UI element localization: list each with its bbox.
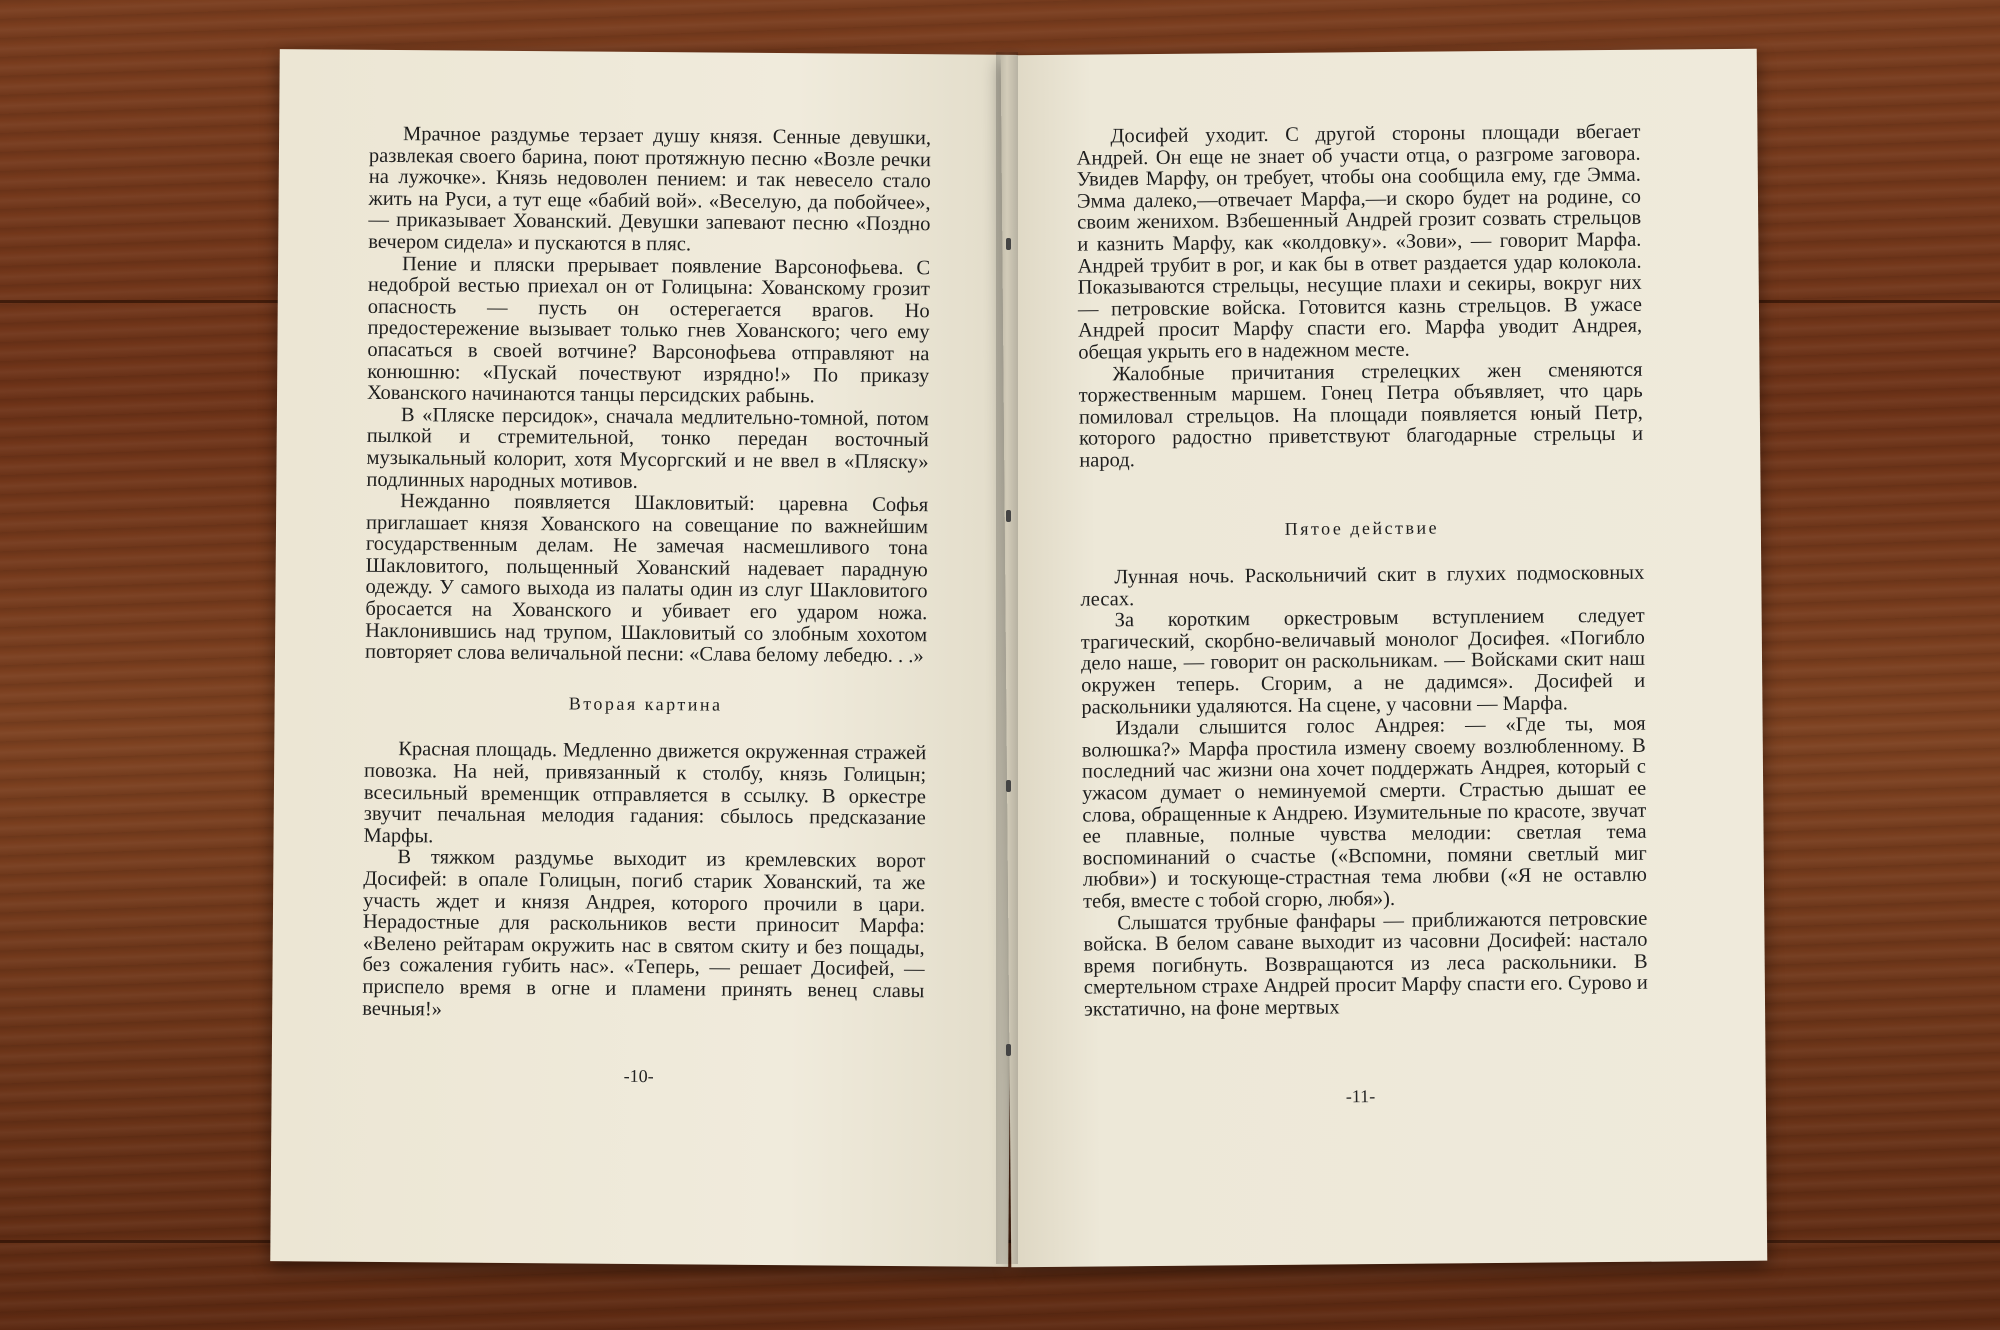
- paragraph: Нежданно появляется Шакловитый: царевна Софья приглашает князя Хованского на совещание по важнейшим государственным делам. Не замечая насмешливого тона Шакловитого, польщенный Хованский надевает парадную одежду. У самого выхода из палаты один из слуг Шакловитого бросается на Хованского и убивает его ударом ножа. Наклонившись над трупом, Шакловитый со злобным хохотом повторяет слова величальной песни: «Слава белому лебедю. . .»: [364, 490, 929, 668]
- paragraph: Лунная ночь. Раскольничий скит в глухих подмосковных лесах.: [1080, 561, 1645, 611]
- paragraph: Слышатся трубные фанфары — приближаются петровские войска. В белом саване выходит из часовни Досифей: настало время погибнуть. Возвращаются из леса раскольники. В смертельном страхе Андрей просит Марфу спасти его. Сурово и экстатично, на фоне мертвых: [1083, 907, 1648, 1021]
- paragraph: Пение и пляски прерывает появление Варсонофьева. С недоброй вестью приехал он от Голицына: Хованскому грозит опасность — пусть он остерегается врагов. Но предостережение вызывает только гнев Хованского; чего ему опасаться в своей вотчине? Варсонофьева отправляют на конюшню: «Пускай почествуют изрядно!» По приказу Хованского начинаются танцы персидских рабынь.: [366, 252, 931, 408]
- binding-stitch: [1006, 1044, 1011, 1056]
- paragraph: В «Пляске персидок», сначала медлительно-томной, потом пылкой и стремительной, тонко передан восточный музыкальный колорит, хотя Мусоргский и не ввел в «Пляску» подлинных народных мотивов.: [366, 403, 929, 493]
- left-page-text: [362, 124, 931, 1025]
- binding-stitch: [1006, 510, 1011, 522]
- right-page-text: [1076, 122, 1648, 1021]
- paragraph: Красная площадь. Медленно движется окруженная стражей повозка. На ней, привязанный к столбу, князь Голицын; всесильный временщик отправляется в ссылку. В оркестре звучит печальная мелодия гадания: сбылось предсказание Марфы.: [363, 738, 927, 848]
- page-number: -10-: [623, 1065, 654, 1087]
- section-heading: Пятое действие: [1284, 517, 1440, 539]
- paragraph: Жалобные причитания стрелецких жен сменяются торжественным маршем. Гонец Петра объявляет, что царь помиловал стрельцов. На площади появляется юный Петр, которого радостно приветствуют благодарные стрельцы и народ.: [1078, 358, 1644, 472]
- paragraph: В тяжком раздумье выходит из кремлевских ворот Досифей: в опале Голицын, погиб старик Хованский, та же участь ждет и князя Андрея, которого прочили в цари. Нерадостные для раскольников вести приносит Марфа: «Велено рейтарам окружить нас в святом скиту и без пощады, без сожаления губить нас». «Теперь, — решает Досифей, — приспело время в огне и пламени принять венец славы вечныя!»: [362, 846, 926, 1020]
- paragraph: Досифей уходит. С другой стороны площади вбегает Андрей. Он еще не знает об участи отца, о разгроме заговора. Увидев Марфу, он требует, чтобы она сообщила ему, где Эмма. Эмма далеко,—отвечает Марфа,—и скоро будет на родине, со своим женихом. Взбешенный Андрей грозит созвать стрельцов и казнить Марфу, как «колдовку». «Зови», — говорит Марфа. Андрей трубит в рог, и как бы в ответ раздается удар колокола. Показываются стрельцы, несущие плахи и секиры, вокруг них — петровские войска. Готовится казнь стрельцов. В ужасе Андрей просит Марфу спасти его. Марфа уводит Андрея, обещая укрыть его в надежном месте.: [1076, 120, 1643, 364]
- left-page: [270, 49, 1017, 1267]
- page-number: -11-: [1345, 1086, 1376, 1107]
- paragraph: За коротким оркестровым вступлением следует трагический, скорбно-величавый монолог Досифея. «Погибло дело наше, — говорит он раскольникам. — Войсками скит наш окружен теперь. Сгорим, а не дадимся». Досифей и раскольники удаляются. На сцене, у часовни — Марфа.: [1080, 605, 1646, 719]
- right-page: [1001, 49, 1768, 1268]
- paragraph: Мрачное раздумье терзает душу князя. Сенные девушки, развлекая своего барина, поют протяжную песню «Возле речки на лужочке». Князь недоволен пением: и так невесело стало жить на Руси, а тут еще «бабий вой». «Веселую, да побойчее», — приказывает Хованский. Девушки запевают песню «Поздно вечером сидела» и пускаются в пляс.: [368, 123, 932, 256]
- binding-stitch: [1006, 780, 1011, 792]
- section-heading: Вторая картина: [568, 693, 723, 715]
- binding-stitch: [1006, 238, 1011, 250]
- book-gutter: [996, 52, 1018, 1264]
- paragraph: Издали слышится голос Андрея: — «Где ты, моя волюшка?» Марфа простила измену своему возлюбленному. В последний час жизни она хочет поддержать Андрея, который с ужасом думает о неминуемой смерти. Страстью дышат ее слова, обращенные к Андрею. Изумительные по красоте, звучат ее плавные, полные чувства мелодии: светлая тема воспоминаний о счастье («Вспомни, помяни светлый миг любви») и тоскующе-страстная тема любви («Я не оставлю тебя, вместе с тобой сгорю, любя»).: [1081, 712, 1648, 913]
